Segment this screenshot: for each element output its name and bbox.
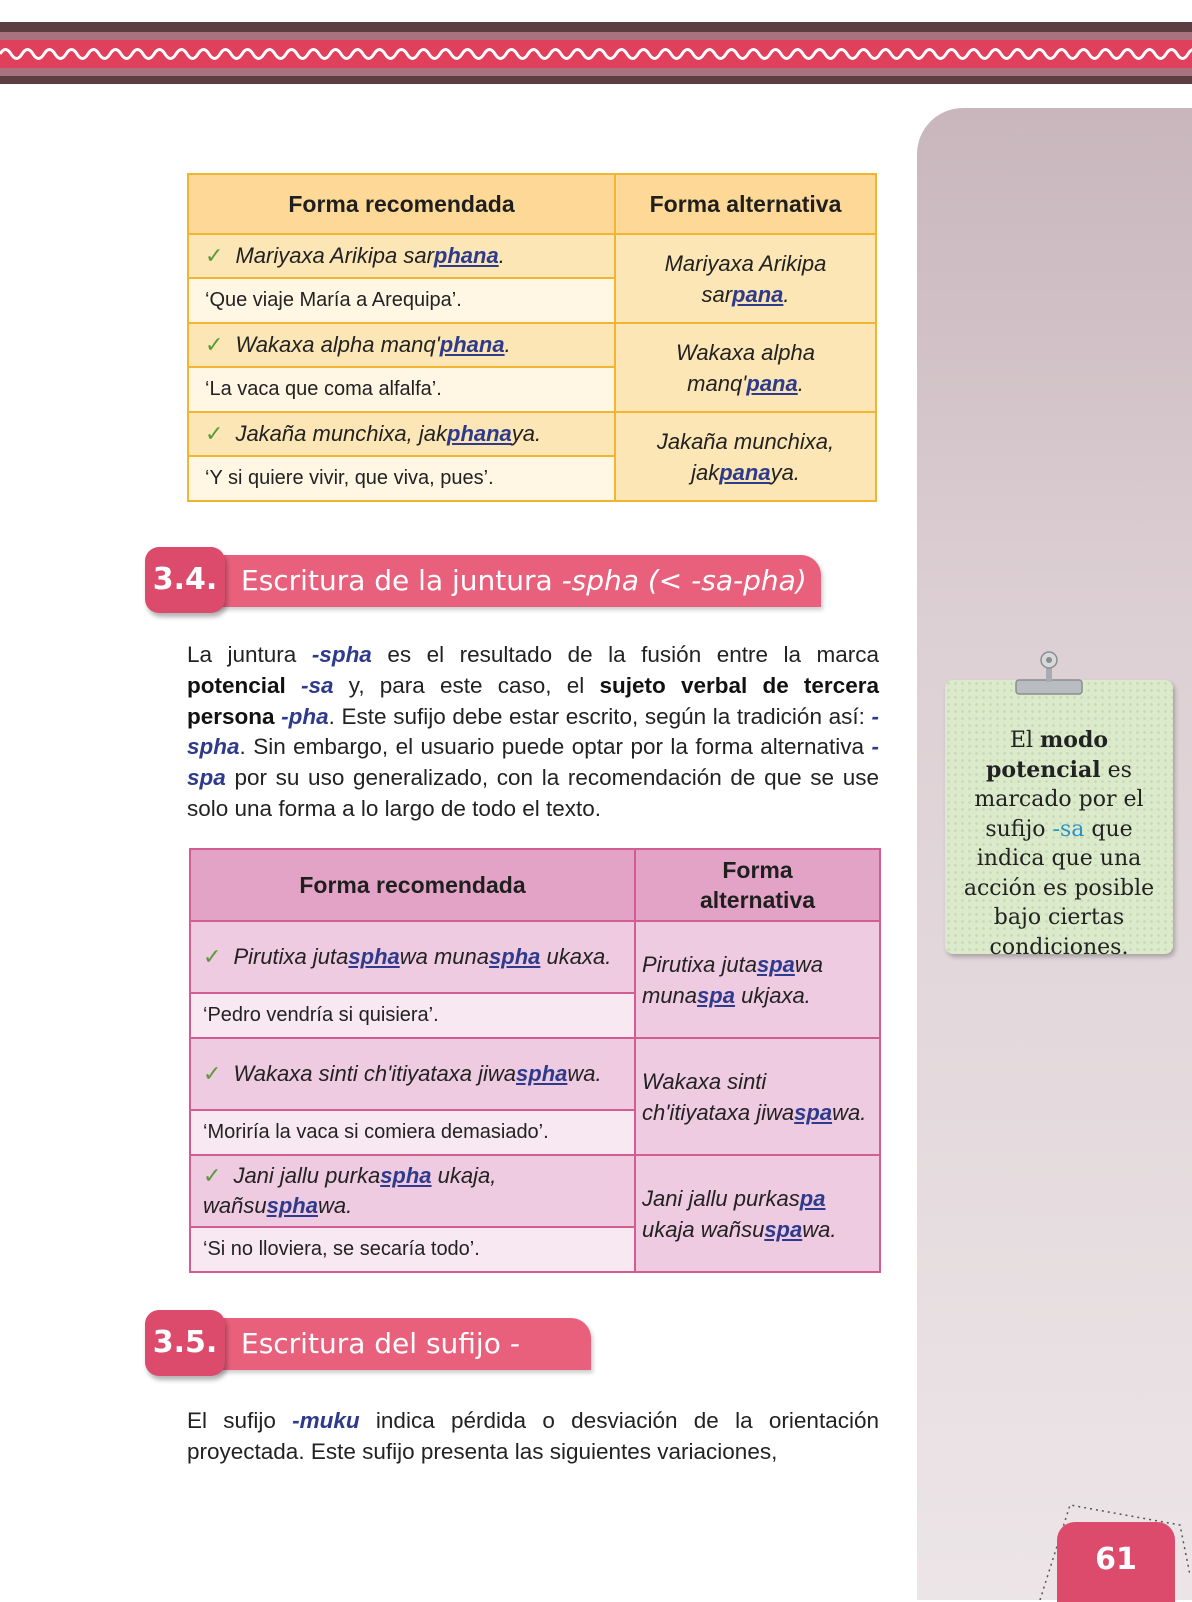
suffix-text: spha bbox=[489, 944, 541, 969]
example-cell bbox=[190, 921, 635, 993]
para-suffix: -spha bbox=[311, 642, 372, 667]
example-text-part: wa. bbox=[832, 1099, 867, 1125]
para-text: . Este sufijo debe estar escrito, según la tradición así: bbox=[328, 703, 872, 729]
translation-cell: ‘Si no lloviera, se secaría todo’. bbox=[190, 1227, 635, 1272]
paragraph-3-5 bbox=[187, 1406, 879, 1468]
note-bold: modo potencial bbox=[986, 727, 1109, 783]
alt-text: Mariyaxa Arikipa sar bbox=[664, 250, 827, 307]
example-text-part: Jani jallu purka bbox=[233, 1163, 381, 1188]
table-row bbox=[188, 323, 876, 367]
note-suffix: -sa bbox=[1052, 816, 1085, 842]
example-text-part: Wakaxa sinti ch'itiyataxa jiwa bbox=[642, 1068, 795, 1125]
example-text: . bbox=[504, 332, 511, 357]
suffix-text: spha bbox=[266, 1193, 318, 1218]
para-text: indica pérdida o desviación de la orientación proyectada. Este sufijo presenta las siguientes variaciones, bbox=[187, 1408, 879, 1464]
para-text: es el resultado de la fusión entre la marca bbox=[371, 642, 879, 667]
note-text-part: es marcado por el sufijo bbox=[974, 757, 1144, 842]
suffix-text: spa bbox=[794, 1099, 833, 1125]
example-text: Jakaña munchixa, jak bbox=[235, 421, 447, 446]
para-suffix: -sa bbox=[301, 672, 334, 698]
para-suffix: -muku bbox=[292, 1408, 360, 1433]
check-icon: ✓ bbox=[203, 944, 222, 969]
table-row bbox=[188, 412, 876, 456]
alternative-cell bbox=[615, 234, 876, 323]
note-card bbox=[945, 680, 1173, 960]
example-cell bbox=[188, 323, 615, 367]
para-text: El sufijo bbox=[187, 1408, 293, 1433]
example-text bbox=[233, 944, 611, 969]
table-row bbox=[190, 1038, 880, 1110]
para-bold: potencial bbox=[187, 672, 286, 698]
section-title bbox=[211, 555, 821, 607]
alternative-cell bbox=[615, 412, 876, 501]
para-text: La juntura bbox=[187, 642, 312, 667]
suffix-text: phana bbox=[433, 243, 499, 268]
check-icon: ✓ bbox=[203, 1163, 222, 1188]
suffix-text: pana bbox=[746, 370, 798, 396]
translation-cell: ‘Y si quiere vivir, que viva, pues’. bbox=[188, 456, 615, 501]
section-title bbox=[211, 1318, 591, 1412]
example-text-part: wa muna bbox=[399, 944, 490, 969]
table-row bbox=[190, 921, 880, 993]
example-text-part: wa. bbox=[567, 1061, 602, 1086]
table-juntura-spha bbox=[189, 848, 881, 1273]
table-row bbox=[190, 1155, 880, 1227]
alt-text: . bbox=[783, 281, 790, 307]
section-title-suffix: -spha (< -sa-pha) bbox=[561, 564, 807, 597]
example-text-part: ukaxa. bbox=[540, 944, 612, 969]
suffix-text: phana bbox=[447, 421, 512, 446]
para-suffix: -pha bbox=[281, 703, 329, 729]
para-text: y, para este caso, el bbox=[333, 672, 600, 698]
section-title-text: Escritura del sufijo bbox=[241, 1327, 510, 1360]
section-number: 3.4. bbox=[145, 547, 225, 613]
example-text-part: wa. bbox=[802, 1216, 837, 1242]
check-icon: ✓ bbox=[205, 332, 224, 357]
note-text bbox=[951, 726, 1167, 962]
example-cell bbox=[190, 1155, 635, 1227]
suffix-text: spha bbox=[516, 1061, 568, 1086]
table-row bbox=[188, 234, 876, 278]
alt-text: . bbox=[797, 370, 804, 396]
table-header: Forma recomendada bbox=[190, 849, 635, 921]
alt-text: Wakaxa alpha manq' bbox=[675, 339, 815, 396]
note-text-part: que indica que una acción es posible bajo ciertas condiciones. bbox=[963, 816, 1155, 960]
example-text: ya. bbox=[511, 421, 542, 446]
alternative-cell bbox=[635, 921, 880, 1038]
page-number: 61 bbox=[1057, 1522, 1175, 1602]
suffix-text: spha bbox=[348, 944, 400, 969]
example-text-part: Wakaxa sinti ch'itiyataxa jiwa bbox=[233, 1061, 517, 1086]
suffix-text: spa bbox=[756, 951, 795, 977]
suffix-text: pana bbox=[732, 281, 784, 307]
alt-text: Jakaña munchixa, jak bbox=[656, 428, 835, 485]
para-bold: sujeto verbal de tercera persona bbox=[187, 672, 879, 729]
section-title-text: Escritura de la juntura bbox=[241, 564, 562, 597]
alt-text bbox=[642, 1069, 866, 1125]
para-text bbox=[286, 673, 301, 698]
example-text: Mariyaxa Arikipa sar bbox=[235, 243, 434, 268]
alt-text bbox=[642, 1186, 836, 1242]
alternative-cell bbox=[635, 1038, 880, 1155]
table-header: Forma alternativa bbox=[635, 849, 880, 921]
suffix-text: pa bbox=[799, 1185, 826, 1211]
check-icon: ✓ bbox=[203, 1061, 222, 1086]
section-number: 3.5. bbox=[145, 1310, 225, 1376]
para-text: por su uso generalizado, con la recomendación de que se use solo una forma a lo largo de todo el texto. bbox=[187, 765, 879, 821]
translation-cell: ‘Moriría la vaca si comiera demasiado’. bbox=[190, 1110, 635, 1155]
table-header: Forma alternativa bbox=[615, 174, 876, 234]
example-text-part: wa. bbox=[317, 1193, 353, 1218]
alt-text: ya. bbox=[770, 459, 800, 485]
example-text-part: wa muna bbox=[642, 951, 823, 1008]
example-text-part: ukjaxa. bbox=[734, 982, 811, 1008]
note-text-part: El bbox=[1009, 728, 1041, 753]
translation-cell: ‘Que viaje María a Arequipa’. bbox=[188, 278, 615, 323]
table-palabras-pha bbox=[187, 173, 877, 502]
example-cell bbox=[188, 412, 615, 456]
example-text: Wakaxa alpha manq' bbox=[235, 332, 440, 357]
example-text bbox=[233, 1061, 601, 1086]
suffix-text: phana bbox=[439, 332, 505, 357]
para-suffix: -spa bbox=[187, 734, 879, 791]
alt-text bbox=[642, 952, 823, 1008]
check-icon: ✓ bbox=[205, 421, 224, 446]
translation-cell: ‘Pedro vendría si quisiera’. bbox=[190, 993, 635, 1038]
example-text-part: Pirutixa juta bbox=[233, 944, 349, 969]
example-cell bbox=[188, 234, 615, 278]
translation-cell: ‘La vaca que coma alfalfa’. bbox=[188, 367, 615, 412]
example-text: . bbox=[498, 243, 505, 268]
suffix-text: spa bbox=[764, 1216, 803, 1242]
example-text-part: ukaja wañsu bbox=[642, 1216, 765, 1242]
example-text-part: Jani jallu purkas bbox=[642, 1185, 800, 1211]
example-text-part: ukaja, wañsu bbox=[203, 1163, 497, 1218]
suffix-text: spha bbox=[380, 1163, 432, 1188]
suffix-text: spa bbox=[697, 982, 735, 1008]
suffix-text: pana bbox=[719, 459, 771, 485]
section-title-suffix: -muku bbox=[241, 1327, 520, 1412]
alternative-cell bbox=[635, 1155, 880, 1272]
alternative-cell bbox=[615, 323, 876, 412]
para-text: . Sin embargo, el usuario puede optar por la forma alternativa bbox=[239, 734, 872, 760]
decorative-band bbox=[0, 22, 1192, 84]
paragraph-3-4 bbox=[187, 640, 879, 825]
clip-icon bbox=[1014, 650, 1084, 706]
para-suffix: -spha bbox=[187, 703, 879, 760]
example-cell bbox=[190, 1038, 635, 1110]
example-text bbox=[203, 1163, 496, 1218]
table-header: Forma recomendada bbox=[188, 174, 615, 234]
example-text-part: Pirutixa juta bbox=[642, 951, 757, 977]
check-icon: ✓ bbox=[205, 243, 224, 268]
